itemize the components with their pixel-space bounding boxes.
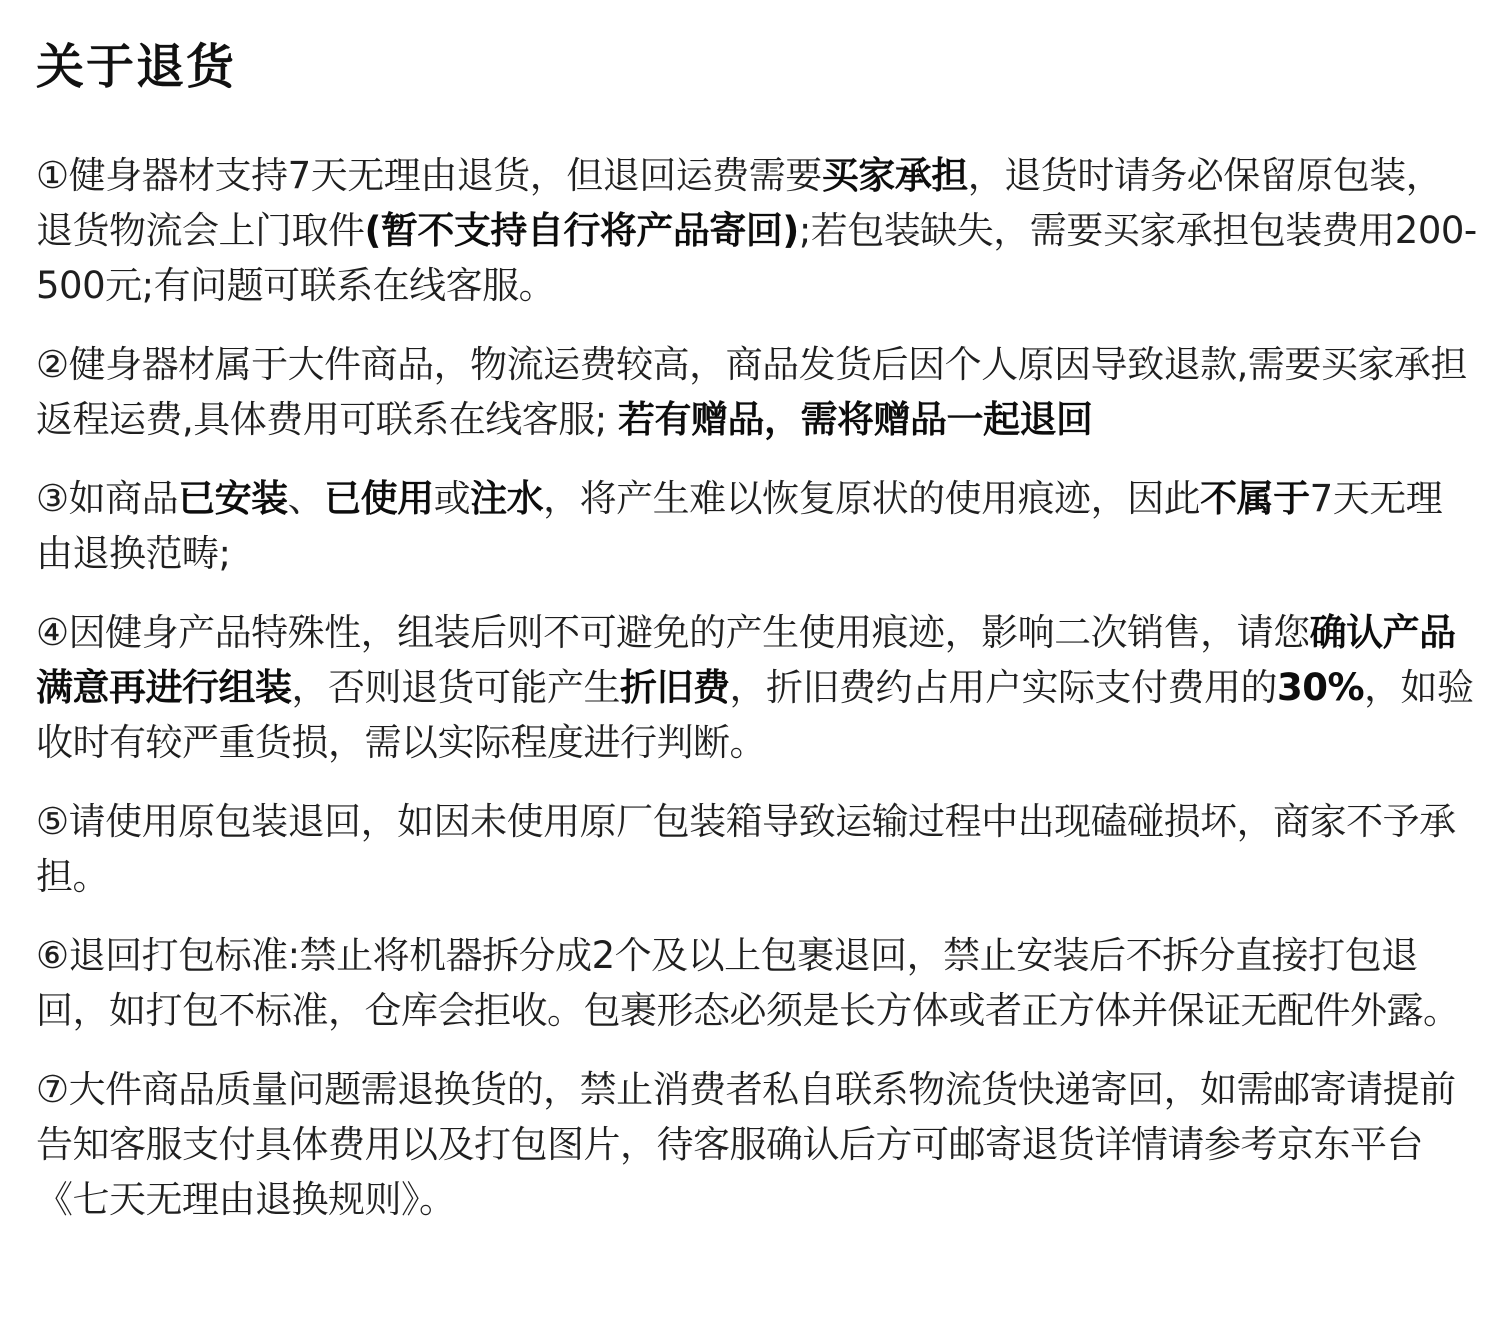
return-notes-list: [36, 148, 1478, 1227]
return-note-3: [36, 471, 1478, 581]
return-note-7: [36, 1062, 1478, 1227]
note-text: ③如商品: [36, 477, 179, 520]
note-text: ，如验收时有较严重货损，需以实际程度进行判断。: [36, 666, 1474, 764]
note-text: ②健身器材属于大件商品，物流运费较高，商品发货后因个人原因导致退款,需要买家承担返程运费,具体费用可联系在线客服;: [36, 343, 1467, 441]
emphasis-text: 注水: [470, 477, 544, 520]
return-note-5: [36, 794, 1478, 904]
note-text: ，否则退货可能产生: [291, 666, 620, 709]
emphasis-text: 买家承担: [821, 154, 968, 197]
note-text: 7天无理由退换范畴;: [36, 477, 1443, 575]
note-text: ，折旧费约占用户实际支付费用的: [729, 666, 1277, 709]
emphasis-text: 确认产品满意再进行组装: [36, 611, 1456, 709]
note-text: ①健身器材支持7天无理由退货，但退回运费需要: [36, 154, 822, 197]
return-note-6: [36, 928, 1478, 1038]
note-text: ⑤请使用原包装退回，如因未使用原厂包装箱导致运输过程中出现磕碰损坏，商家不予承担。: [36, 800, 1456, 898]
note-text: ④因健身产品特殊性，组装后则不可避免的产生使用痕迹，影响二次销售，请您: [36, 611, 1310, 654]
emphasis-text: 30%: [1277, 666, 1365, 709]
emphasis-text: 折旧费: [620, 666, 730, 709]
note-text: ，退货时请务必保留原包装，退货物流会上门取件: [36, 154, 1443, 252]
note-text: 、: [287, 477, 325, 520]
emphasis-text: (暂不支持自行将产品寄回): [364, 209, 799, 252]
note-text: ;若包装缺失，需要买家承担包装费用200-500元;有问题可联系在线客服。: [36, 209, 1477, 307]
return-note-4: [36, 605, 1478, 770]
note-text: 或: [433, 477, 471, 520]
emphasis-text: 已使用: [324, 477, 434, 520]
note-text: ⑥退回打包标准:禁止将机器拆分成2个及以上包裹退回，禁止安装后不拆分直接打包退回，如打包不标准，仓库会拒收。包裹形态必须是长方体或者正方体并保证无配件外露。: [36, 934, 1460, 1032]
emphasis-text: 不属于: [1200, 477, 1310, 520]
note-text: ，将产生难以恢复原状的使用痕迹，因此: [543, 477, 1201, 520]
return-note-2: [36, 337, 1478, 447]
return-note-1: [36, 148, 1478, 313]
page-title: 关于退货: [36, 39, 237, 95]
emphasis-text: 若有赠品，需将赠品一起退回: [618, 398, 1093, 441]
emphasis-text: 已安装: [178, 477, 288, 520]
note-text: ⑦大件商品质量问题需退换货的，禁止消费者私自联系物流货快递寄回，如需邮寄请提前告知客服支付具体费用以及打包图片，待客服确认后方可邮寄退货详情请参考京东平台《七天无理由退换规则》。: [36, 1068, 1456, 1221]
